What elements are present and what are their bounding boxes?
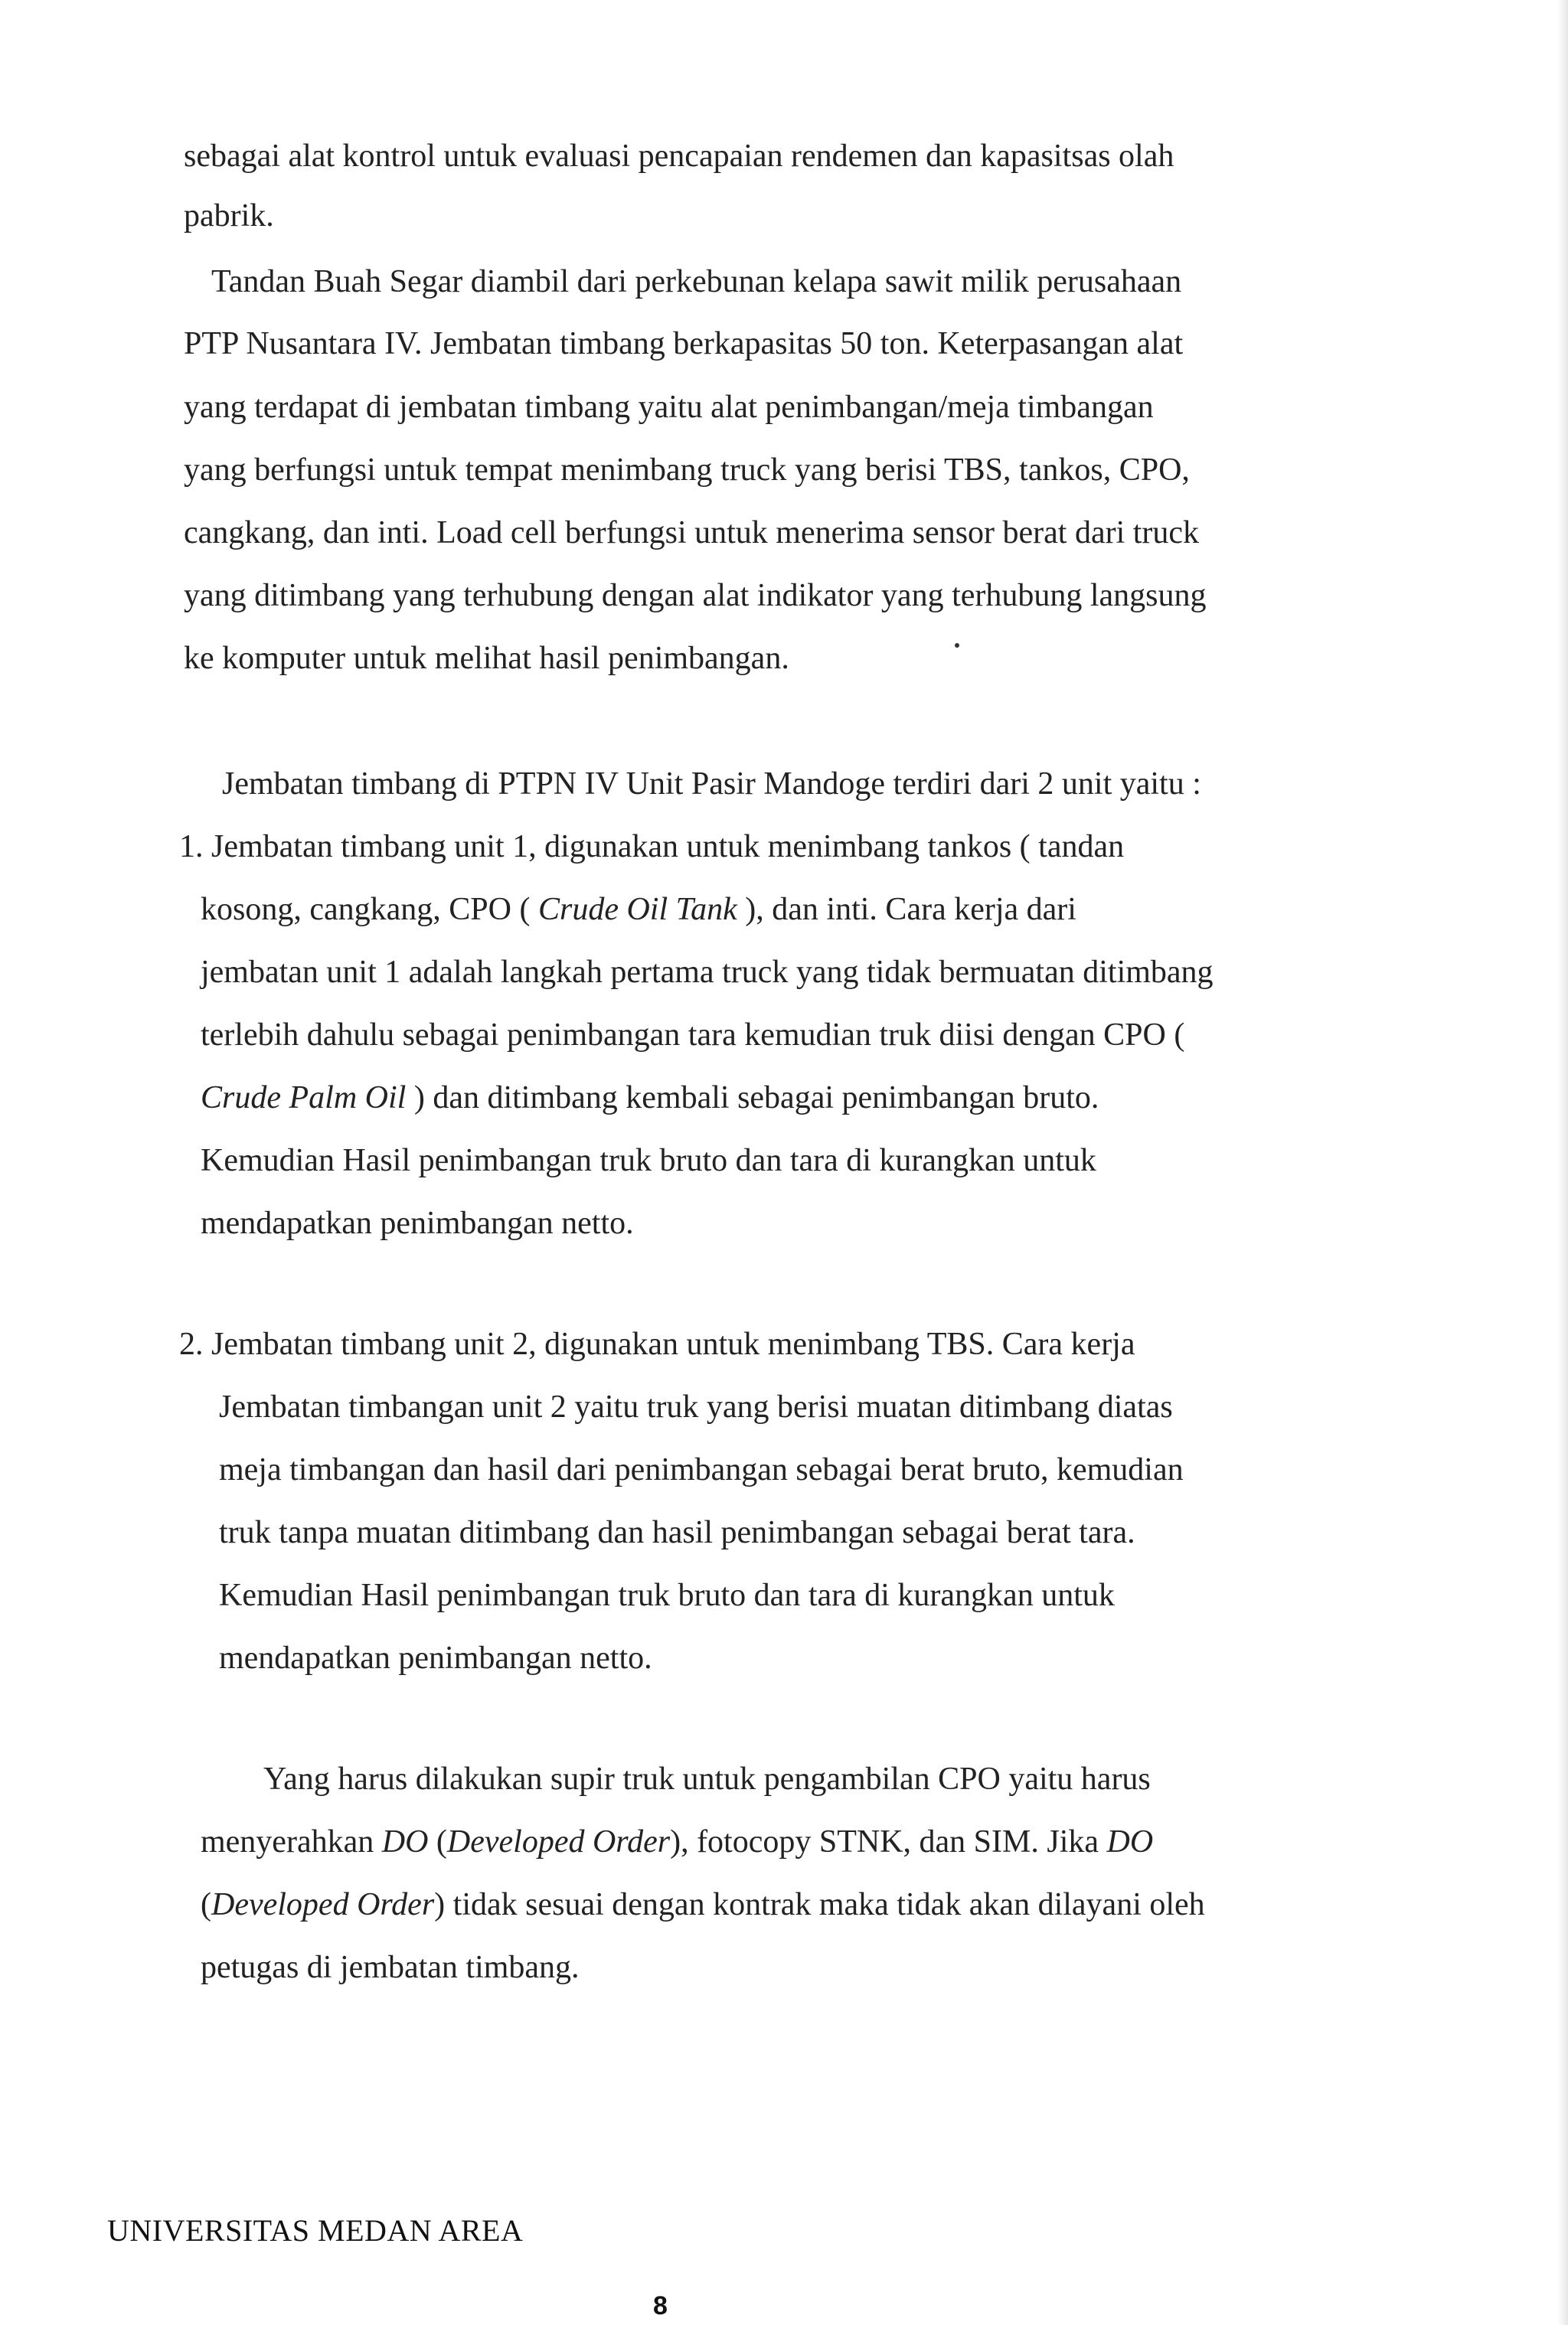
text-line: menyerahkan DO (Developed Order), fotocopy STNK, dan SIM. Jika DO [201, 1824, 1154, 1860]
stray-dot [955, 643, 959, 648]
scan-edge-shadow [1557, 0, 1568, 2325]
list-item-1-line: jembatan unit 1 adalah langkah pertama truck yang tidak bermuatan ditimbang [201, 955, 1214, 990]
list-item-2-line: Jembatan timbangan unit 2 yaitu truk yang berisi muatan ditimbang diatas [219, 1389, 1173, 1425]
list-item-2-line: Kemudian Hasil penimbangan truk bruto dan tara di kurangkan untuk [219, 1578, 1115, 1613]
text-line: sebagai alat kontrol untuk evaluasi pencapaian rendemen dan kapasitsas olah [184, 139, 1174, 174]
italic-term: DO [381, 1824, 429, 1860]
text-line: yang ditimbang yang terhubung dengan alat indikator yang terhubung langsung [184, 578, 1207, 613]
text-line: (Developed Order) tidak sesuai dengan kontrak maka tidak akan dilayani oleh [201, 1887, 1205, 1922]
text-line: pabrik. [184, 198, 274, 233]
footer-university: UNIVERSITAS MEDAN AREA [107, 2213, 524, 2248]
italic-term: Developed Order [211, 1887, 435, 1922]
italic-term: Crude Palm Oil [201, 1080, 407, 1115]
list-item-1-line: mendapatkan penimbangan netto. [201, 1206, 634, 1241]
text-line: Yang harus dilakukan supir truk untuk pengambilan CPO yaitu harus [263, 1762, 1151, 1797]
text-line: ke komputer untuk melihat hasil penimbangan. [184, 641, 789, 676]
list-item-1-line: kosong, cangkang, CPO ( Crude Oil Tank ), dan inti. Cara kerja dari [201, 892, 1076, 927]
italic-term: Developed Order [446, 1824, 671, 1860]
text-line: Jembatan timbang di PTPN IV Unit Pasir Mandoge terdiri dari 2 unit yaitu : [222, 766, 1201, 802]
list-item-1-line: terlebih dahulu sebagai penimbangan tara kemudian truk diisi dengan CPO ( [201, 1017, 1185, 1053]
list-item-2-line: mendapatkan penimbangan netto. [219, 1641, 652, 1676]
text-line: PTP Nusantara IV. Jembatan timbang berkapasitas 50 ton. Keterpasangan alat [184, 326, 1184, 361]
page-number: 8 [653, 2291, 668, 2320]
text-line: yang berfungsi untuk tempat menimbang truck yang berisi TBS, tankos, CPO, [184, 452, 1190, 488]
text-line: yang terdapat di jembatan timbang yaitu alat penimbangan/meja timbangan [184, 390, 1154, 425]
text-line: petugas di jembatan timbang. [201, 1950, 580, 1985]
text-line: cangkang, dan inti. Load cell berfungsi untuk menerima sensor berat dari truck [184, 515, 1200, 550]
list-item-2-line: 2. Jembatan timbang unit 2, digunakan untuk menimbang TBS. Cara kerja [179, 1327, 1135, 1362]
list-item-1-line: Crude Palm Oil ) dan ditimbang kembali sebagai penimbangan bruto. [201, 1080, 1099, 1115]
list-item-2-line: meja timbangan dan hasil dari penimbangan sebagai berat bruto, kemudian [219, 1452, 1184, 1487]
list-item-1-line: 1. Jembatan timbang unit 1, digunakan untuk menimbang tankos ( tandan [179, 829, 1125, 864]
italic-term: DO [1106, 1824, 1154, 1860]
list-item-2-line: truk tanpa muatan ditimbang dan hasil penimbangan sebagai berat tara. [219, 1515, 1135, 1550]
italic-term: Crude Oil Tank [537, 892, 737, 927]
text-line: Tandan Buah Segar diambil dari perkebunan kelapa sawit milik perusahaan [211, 264, 1182, 299]
list-item-1-line: Kemudian Hasil penimbangan truk bruto dan tara di kurangkan untuk [201, 1143, 1096, 1178]
